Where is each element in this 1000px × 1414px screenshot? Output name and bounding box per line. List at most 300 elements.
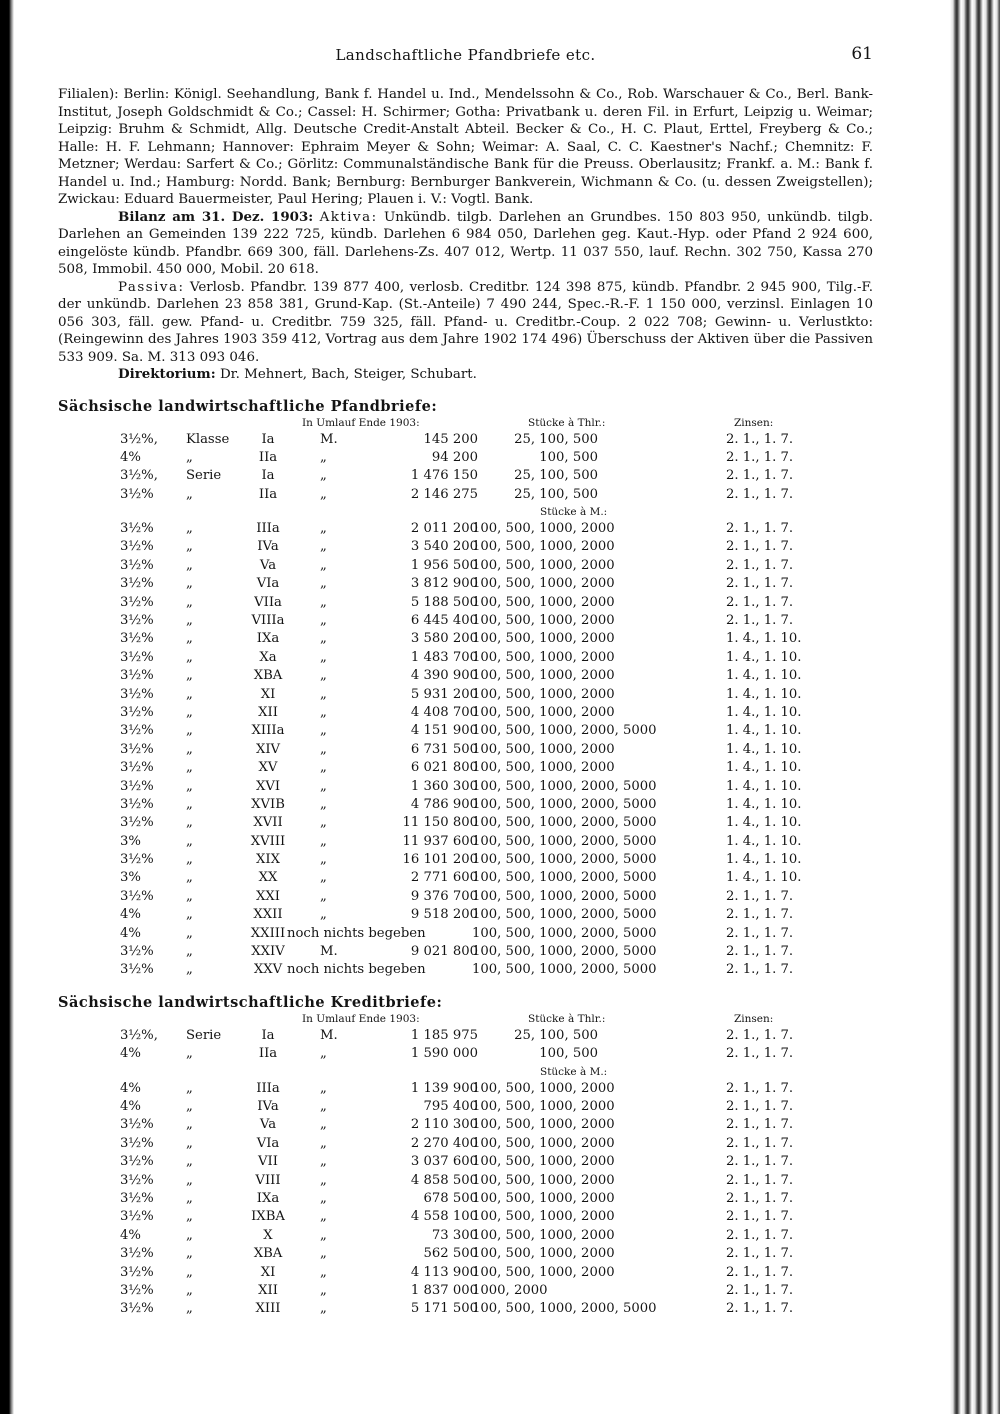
running-title: Landschaftliche Pfandbriefe etc. <box>335 46 596 64</box>
interest-rate: 3½% <box>120 539 154 555</box>
table-row <box>58 1264 873 1282</box>
amount-outstanding: 1 360 300 <box>410 778 478 794</box>
series-number: Ia <box>261 468 275 484</box>
interest-rate: 3½% <box>120 796 154 812</box>
body-text <box>58 86 873 384</box>
interest-dates: 2. 1., 1. 7. <box>726 468 794 484</box>
series-number: XVIB <box>251 796 285 812</box>
amount-outstanding: 3 580 200 <box>410 631 478 647</box>
series-number: Xa <box>259 649 277 665</box>
interest-dates: 2. 1., 1. 7. <box>726 1080 794 1096</box>
interest-rate: 3½% <box>120 1172 154 1188</box>
amount-outstanding: 4 858 500 <box>410 1172 478 1188</box>
currency: „ <box>320 852 327 868</box>
amount-outstanding: 6 021 800 <box>410 760 478 776</box>
amount-outstanding: 4 408 700 <box>410 704 478 720</box>
currency: „ <box>320 1046 327 1062</box>
table-row <box>58 1098 873 1116</box>
interest-rate: 4% <box>120 1099 141 1114</box>
table-row <box>58 575 873 593</box>
interest-dates: 2. 1., 1. 7. <box>726 1246 794 1262</box>
currency: „ <box>320 1301 327 1317</box>
series-kind: „ <box>186 613 193 629</box>
interest-dates: 1. 4., 1. 10. <box>726 631 802 647</box>
currency: „ <box>320 613 327 629</box>
series-number: XIIIa <box>251 723 285 739</box>
series-kind: „ <box>186 631 193 647</box>
amount-outstanding: 11 150 800 <box>402 815 478 831</box>
amount-outstanding: 4 151 900 <box>410 723 478 739</box>
table-row <box>58 1172 873 1190</box>
currency: „ <box>320 1117 327 1133</box>
interest-dates: 1. 4., 1. 10. <box>726 833 802 849</box>
table-row <box>58 1153 873 1171</box>
interest-rate: 3½%, <box>120 468 158 484</box>
currency: „ <box>320 1190 327 1206</box>
table-row <box>58 667 873 685</box>
amount-outstanding: 2 771 600 <box>410 870 478 886</box>
interest-rate: 3½% <box>120 1154 154 1170</box>
denominations: 100, 500 <box>539 449 598 465</box>
series-kind: „ <box>186 539 193 555</box>
series-number: VIa <box>256 1135 280 1151</box>
table-row <box>58 851 873 869</box>
series-kind: „ <box>186 1172 193 1188</box>
series-kind: „ <box>186 1264 193 1280</box>
denominations: 100, 500, 1000, 2000 <box>472 1080 615 1096</box>
currency: „ <box>320 1227 327 1243</box>
amount-outstanding: 6 731 500 <box>410 741 478 757</box>
denominations: 100, 500, 1000, 2000 <box>472 1117 615 1133</box>
col-zinsen: Zinsen: <box>734 1012 774 1025</box>
currency: „ <box>320 1246 327 1262</box>
amount-outstanding: 3 037 600 <box>410 1154 478 1170</box>
pfandbriefe-column-header <box>58 415 873 431</box>
amount-outstanding: 4 113 900 <box>410 1264 478 1280</box>
denominations: 1000, 2000 <box>472 1282 548 1298</box>
interest-rate: 4% <box>120 907 141 923</box>
interest-rate: 3½% <box>120 741 154 757</box>
issue-note: noch nichts begeben <box>287 962 426 978</box>
amount-outstanding: 4 390 900 <box>410 668 478 684</box>
table-row <box>58 486 873 504</box>
series-number: X <box>263 1227 273 1243</box>
denominations: 25, 100, 500 <box>514 1027 598 1043</box>
interest-rate: 3½% <box>120 1190 154 1206</box>
table-row <box>58 759 873 777</box>
denominations: 100, 500, 1000, 2000, 5000 <box>472 870 657 886</box>
denominations: 100, 500, 1000, 2000 <box>472 1246 615 1262</box>
currency: „ <box>320 449 327 465</box>
direktorium-label: Direktorium: <box>118 366 216 382</box>
interest-dates: 2. 1., 1. 7. <box>726 1154 794 1170</box>
denominations: 100, 500, 1000, 2000 <box>472 613 615 629</box>
amount-outstanding: 795 400 <box>423 1099 478 1114</box>
interest-dates: 2. 1., 1. 7. <box>726 613 794 629</box>
amount-outstanding: 94 200 <box>431 449 478 465</box>
table-row <box>58 612 873 630</box>
table-row <box>58 722 873 740</box>
interest-dates: 1. 4., 1. 10. <box>726 741 802 757</box>
interest-dates: 2. 1., 1. 7. <box>726 449 794 465</box>
denominations: 100, 500, 1000, 2000 <box>472 760 615 776</box>
series-number: VIIIa <box>251 613 285 629</box>
series-kind: „ <box>186 1135 193 1151</box>
interest-rate: 3½% <box>120 1117 154 1133</box>
table-row <box>58 961 873 979</box>
currency: „ <box>320 888 327 904</box>
series-number: XXIV <box>251 944 285 960</box>
interest-dates: 2. 1., 1. 7. <box>726 944 794 960</box>
passiva-label: Passiva: <box>118 279 185 295</box>
series-number: XIII <box>255 1301 281 1317</box>
currency: „ <box>320 1209 327 1225</box>
amount-outstanding: 2 270 400 <box>410 1135 478 1151</box>
series-number: IIa <box>258 486 278 502</box>
amount-outstanding: 2 110 300 <box>410 1117 478 1133</box>
amount-outstanding: 3 812 900 <box>410 576 478 592</box>
series-kind: „ <box>186 1046 193 1062</box>
interest-rate: 3½% <box>120 778 154 794</box>
pfandbriefe-thlr-rows <box>58 431 873 505</box>
series-number: IXa <box>256 1190 280 1206</box>
series-kind: „ <box>186 1099 193 1114</box>
series-number: XXV <box>253 962 283 978</box>
currency: „ <box>320 1172 327 1188</box>
table-row <box>58 778 873 796</box>
interest-rate: 3½% <box>120 594 154 610</box>
series-number: IXa <box>256 631 280 647</box>
interest-rate: 3½% <box>120 723 154 739</box>
interest-rate: 4% <box>120 1227 141 1243</box>
denominations: 100, 500, 1000, 2000 <box>472 1227 615 1243</box>
series-number: XII <box>258 704 278 720</box>
amount-outstanding: 562 500 <box>423 1246 478 1262</box>
series-number: VII <box>258 1154 278 1170</box>
series-number: XI <box>260 1264 276 1280</box>
amount-outstanding: 4 786 900 <box>410 796 478 812</box>
series-kind: Serie <box>186 1027 222 1043</box>
currency: „ <box>320 1135 327 1151</box>
denominations: 100, 500, 1000, 2000 <box>472 649 615 665</box>
currency: M. <box>320 944 338 960</box>
series-number: VIa <box>256 576 280 592</box>
kreditbriefe-heading: Sächsische landwirtschaftliche Kreditbriefe: <box>58 993 443 1011</box>
denominations: 100, 500, 1000, 2000, 5000 <box>472 907 657 923</box>
interest-dates: 2. 1., 1. 7. <box>726 1282 794 1298</box>
interest-dates: 2. 1., 1. 7. <box>726 888 794 904</box>
denominations: 100, 500, 1000, 2000, 5000 <box>472 778 657 794</box>
interest-dates: 2. 1., 1. 7. <box>726 431 794 447</box>
series-kind: „ <box>186 594 193 610</box>
series-kind: „ <box>186 1301 193 1317</box>
page-number: 61 <box>851 44 873 64</box>
series-kind: „ <box>186 1227 193 1243</box>
denominations: 100, 500, 1000, 2000, 5000 <box>472 852 657 868</box>
series-number: XII <box>258 1282 278 1298</box>
interest-dates: 2. 1., 1. 7. <box>726 576 794 592</box>
interest-dates: 2. 1., 1. 7. <box>726 1099 794 1114</box>
page <box>58 40 873 1410</box>
series-kind: „ <box>186 1190 193 1206</box>
series-number: IIIa <box>256 521 280 537</box>
table-row <box>58 538 873 556</box>
interest-rate: 4% <box>120 925 141 941</box>
denominations: 100, 500, 1000, 2000 <box>472 741 615 757</box>
interest-dates: 2. 1., 1. 7. <box>726 1209 794 1225</box>
series-number: XXI <box>256 888 280 904</box>
amount-outstanding: 4 558 100 <box>410 1209 478 1225</box>
denominations: 100, 500, 1000, 2000 <box>472 539 615 555</box>
currency: „ <box>320 1099 327 1114</box>
interest-rate: 3½% <box>120 686 154 702</box>
interest-rate: 4% <box>120 449 141 465</box>
interest-rate: 3½% <box>120 1282 154 1298</box>
interest-rate: 3½% <box>120 888 154 904</box>
amount-outstanding: 1 476 150 <box>410 468 478 484</box>
direktorium-text: Dr. Mehnert, Bach, Steiger, Schubart. <box>219 367 477 382</box>
series-kind: „ <box>186 576 193 592</box>
interest-dates: 1. 4., 1. 10. <box>726 778 802 794</box>
table-row <box>58 1116 873 1134</box>
currency: „ <box>320 723 327 739</box>
amount-outstanding: 11 937 600 <box>402 833 478 849</box>
series-kind: „ <box>186 557 193 573</box>
denominations: 100, 500, 1000, 2000, 5000 <box>472 723 657 739</box>
table-row <box>58 1135 873 1153</box>
amount-outstanding: 145 200 <box>423 431 478 447</box>
series-number: IVa <box>257 1099 279 1114</box>
series-number: XIX <box>256 852 280 868</box>
series-number: XVII <box>253 815 283 831</box>
interest-dates: 1. 4., 1. 10. <box>726 815 802 831</box>
currency: „ <box>320 870 327 886</box>
interest-dates: 2. 1., 1. 7. <box>726 521 794 537</box>
page-header <box>58 40 873 74</box>
series-number: VIII <box>255 1172 281 1188</box>
series-kind: „ <box>186 962 193 978</box>
currency: „ <box>320 760 327 776</box>
interest-dates: 2. 1., 1. 7. <box>726 486 794 502</box>
table-row <box>58 888 873 906</box>
interest-dates: 2. 1., 1. 7. <box>726 1172 794 1188</box>
series-number: XIV <box>255 741 281 757</box>
interest-dates: 1. 4., 1. 10. <box>726 704 802 720</box>
denominations: 100, 500, 1000, 2000, 5000 <box>472 796 657 812</box>
denominations: 100, 500 <box>539 1046 598 1062</box>
denominations: 25, 100, 500 <box>514 468 598 484</box>
table-row <box>58 449 873 467</box>
table-row <box>58 1282 873 1300</box>
currency: „ <box>320 468 327 484</box>
series-number: XBA <box>253 668 283 684</box>
interest-dates: 1. 4., 1. 10. <box>726 686 802 702</box>
amount-outstanding: 678 500 <box>423 1190 478 1206</box>
currency: „ <box>320 1080 327 1096</box>
series-kind: „ <box>186 1117 193 1133</box>
amount-outstanding: 1 956 500 <box>410 557 478 573</box>
denominations: 100, 500, 1000, 2000 <box>472 704 615 720</box>
pfandbriefe-m-rows <box>58 520 873 980</box>
denominations: 100, 500, 1000, 2000 <box>472 1099 615 1114</box>
interest-rate: 3½% <box>120 1246 154 1262</box>
col-stuecke-m: Stücke à M.: <box>540 506 608 519</box>
currency: „ <box>320 1264 327 1280</box>
series-kind: „ <box>186 778 193 794</box>
amount-outstanding: 3 540 200 <box>410 539 478 555</box>
amount-outstanding: 1 837 000 <box>410 1282 478 1298</box>
amount-outstanding: 5 171 500 <box>410 1301 478 1317</box>
interest-dates: 2. 1., 1. 7. <box>726 1135 794 1151</box>
currency: M. <box>320 431 338 447</box>
denominations: 100, 500, 1000, 2000, 5000 <box>472 944 657 960</box>
series-number: Va <box>259 557 277 573</box>
table-row <box>58 943 873 961</box>
denominations: 100, 500, 1000, 2000 <box>472 521 615 537</box>
series-kind: „ <box>186 870 193 886</box>
currency: „ <box>320 741 327 757</box>
table-row <box>58 1190 873 1208</box>
interest-dates: 2. 1., 1. 7. <box>726 1264 794 1280</box>
interest-dates: 2. 1., 1. 7. <box>726 962 794 978</box>
series-number: VIIa <box>254 594 282 610</box>
series-number: IIa <box>258 449 278 465</box>
table-row <box>58 741 873 759</box>
interest-rate: 3½% <box>120 852 154 868</box>
currency: „ <box>320 557 327 573</box>
table-row <box>58 1300 873 1318</box>
interest-dates: 2. 1., 1. 7. <box>726 1301 794 1317</box>
denominations: 100, 500, 1000, 2000, 5000 <box>472 1301 657 1317</box>
col-umlauf: In Umlauf Ende 1903: <box>302 416 420 429</box>
series-kind: „ <box>186 649 193 665</box>
series-kind: „ <box>186 1246 193 1262</box>
denominations: 100, 500, 1000, 2000 <box>472 1172 615 1188</box>
currency: „ <box>320 668 327 684</box>
interest-rate: 3½% <box>120 760 154 776</box>
bilanz-heading: Bilanz am 31. Dez. 1903: <box>118 208 314 225</box>
series-number: XVI <box>255 778 281 794</box>
amount-outstanding: 9 518 200 <box>410 907 478 923</box>
series-number: XV <box>258 760 278 776</box>
table-row <box>58 704 873 722</box>
table-row <box>58 520 873 538</box>
amount-outstanding: 16 101 200 <box>402 852 478 868</box>
table-row <box>58 630 873 648</box>
amount-outstanding: 1 139 900 <box>410 1080 478 1096</box>
currency: „ <box>320 704 327 720</box>
denominations: 100, 500, 1000, 2000 <box>472 557 615 573</box>
interest-rate: 3½% <box>120 1301 154 1317</box>
interest-rate: 3½% <box>120 486 154 502</box>
series-kind: Klasse <box>186 431 230 447</box>
aktiva-label: Aktiva: <box>319 209 378 225</box>
denominations: 100, 500, 1000, 2000, 5000 <box>472 888 657 904</box>
interest-rate: 3½% <box>120 1135 154 1151</box>
table-row <box>58 1208 873 1226</box>
denominations: 100, 500, 1000, 2000 <box>472 1264 615 1280</box>
amount-outstanding: 6 445 400 <box>410 613 478 629</box>
table-row <box>58 869 873 887</box>
series-kind: „ <box>186 925 193 941</box>
amount-outstanding: 2 011 200 <box>410 521 478 537</box>
table-row <box>58 557 873 575</box>
series-number: XXIII <box>250 925 286 941</box>
interest-rate: 3½% <box>120 668 154 684</box>
direktorium-paragraph <box>58 366 873 384</box>
table-row <box>58 814 873 832</box>
denominations: 100, 500, 1000, 2000 <box>472 631 615 647</box>
amount-outstanding: 73 300 <box>431 1227 478 1243</box>
table-row <box>58 1045 873 1063</box>
series-number: IVa <box>257 539 279 555</box>
interest-dates: 2. 1., 1. 7. <box>726 557 794 573</box>
series-number: XI <box>260 686 276 702</box>
interest-dates: 2. 1., 1. 7. <box>726 539 794 555</box>
interest-rate: 3½% <box>120 944 154 960</box>
series-kind: „ <box>186 1080 193 1096</box>
interest-rate: 3½% <box>120 649 154 665</box>
interest-dates: 2. 1., 1. 7. <box>726 1117 794 1133</box>
currency: „ <box>320 594 327 610</box>
currency: „ <box>320 778 327 794</box>
col-stuecke-m: Stücke à M.: <box>540 1065 608 1078</box>
interest-dates: 1. 4., 1. 10. <box>726 852 802 868</box>
currency: „ <box>320 649 327 665</box>
series-kind: „ <box>186 760 193 776</box>
series-kind: „ <box>186 833 193 849</box>
table-row <box>58 925 873 943</box>
series-kind: „ <box>186 888 193 904</box>
denominations: 100, 500, 1000, 2000 <box>472 668 615 684</box>
interest-dates: 1. 4., 1. 10. <box>726 668 802 684</box>
scan-right-edge <box>950 0 1000 1414</box>
amount-outstanding: 9 376 700 <box>410 888 478 904</box>
currency: „ <box>320 576 327 592</box>
interest-rate: 4% <box>120 1080 141 1096</box>
filialen-paragraph: Filialen): Berlin: Königl. Seehandlung, Bank f. Handel u. Ind., Mendelssohn & Co., Rob. Warschauer & Co., Berl. Bank-Institut, Joseph Goldschmidt & Co.; Cassel: H. Schirmer; Gotha: Privatbank u. deren Fil. in Erfurt, Leipzig u. Weimar; Leipzig: Bruhm & Schmidt, Allg. Deutsche Credit-Anstalt Abteil. Becker & Co., H. C. Plaut, Erttel, Freyberg & Co.; Halle: H. F. Lehmann; Hannover: Ephraim Meyer & Sohn; Weimar: A. Saal, C. C. Kaestner's Nachf.; Chemnitz: F. Metzner; Werdau: Sarfert & Co.; Görlitz: Communalständische Bank für die Preuss. Oberlausitz; Frankf. a. M.: Bank f. Handel u. Ind.; Hamburg: Nordd. Bank; Bernburg: Bernburger Bankverein, Wichmann & Co. (u. dessen Zweigstellen); Zwickau: Eduard Bauermeister, Paul Hering; Plauen i. V.: Vogtl. Bank. <box>58 87 873 207</box>
interest-dates: 2. 1., 1. 7. <box>726 1190 794 1206</box>
kreditbriefe-column-header <box>58 1011 873 1027</box>
series-kind: „ <box>186 796 193 812</box>
currency: „ <box>320 1154 327 1170</box>
currency: „ <box>320 521 327 537</box>
table-row <box>58 1027 873 1045</box>
interest-rate: 3½% <box>120 815 154 831</box>
series-kind: „ <box>186 907 193 923</box>
series-kind: „ <box>186 486 193 502</box>
interest-rate: 3½% <box>120 613 154 629</box>
currency: „ <box>320 631 327 647</box>
interest-rate: 3½% <box>120 576 154 592</box>
interest-dates: 1. 4., 1. 10. <box>726 760 802 776</box>
interest-dates: 2. 1., 1. 7. <box>726 907 794 923</box>
currency: „ <box>320 907 327 923</box>
passiva-text: Verlosb. Pfandbr. 139 877 400, verlosb. Creditbr. 124 398 875, kündb. Pfandbr. 2 945 900, Tilg.-F. der unkündb. Darlehen 23 858 381, Grund-Kap. (St.-Anteile) 7 490 244, Spec.-R.-F. 1 150 000, verzinsl. Einlagen 10 056 303, fäll. gew. Pfand- u. Creditbr. 759 325, fäll. Pfand- u. Creditbr.-Coup. 2 022 708; Gewinn- u. Verlustkto: (Reingewinn des Jahres 1903 359 412, Vortrag aus dem Jahre 1902 174 496) Überschuss der Aktiven über die Passiven 533 909. Sa. M. 313 093 046. <box>58 279 873 365</box>
currency: „ <box>320 815 327 831</box>
denominations: 100, 500, 1000, 2000 <box>472 594 615 610</box>
interest-rate: 3% <box>120 833 141 849</box>
denominations: 100, 500, 1000, 2000 <box>472 1190 615 1206</box>
denominations: 100, 500, 1000, 2000 <box>472 576 615 592</box>
amount-outstanding: 2 146 275 <box>410 486 478 502</box>
table-row <box>58 1227 873 1245</box>
interest-rate: 4% <box>120 1046 141 1062</box>
currency: „ <box>320 539 327 555</box>
interest-rate: 3½% <box>120 557 154 573</box>
kreditbriefe-thlr-rows <box>58 1027 873 1064</box>
interest-rate: 3½% <box>120 631 154 647</box>
